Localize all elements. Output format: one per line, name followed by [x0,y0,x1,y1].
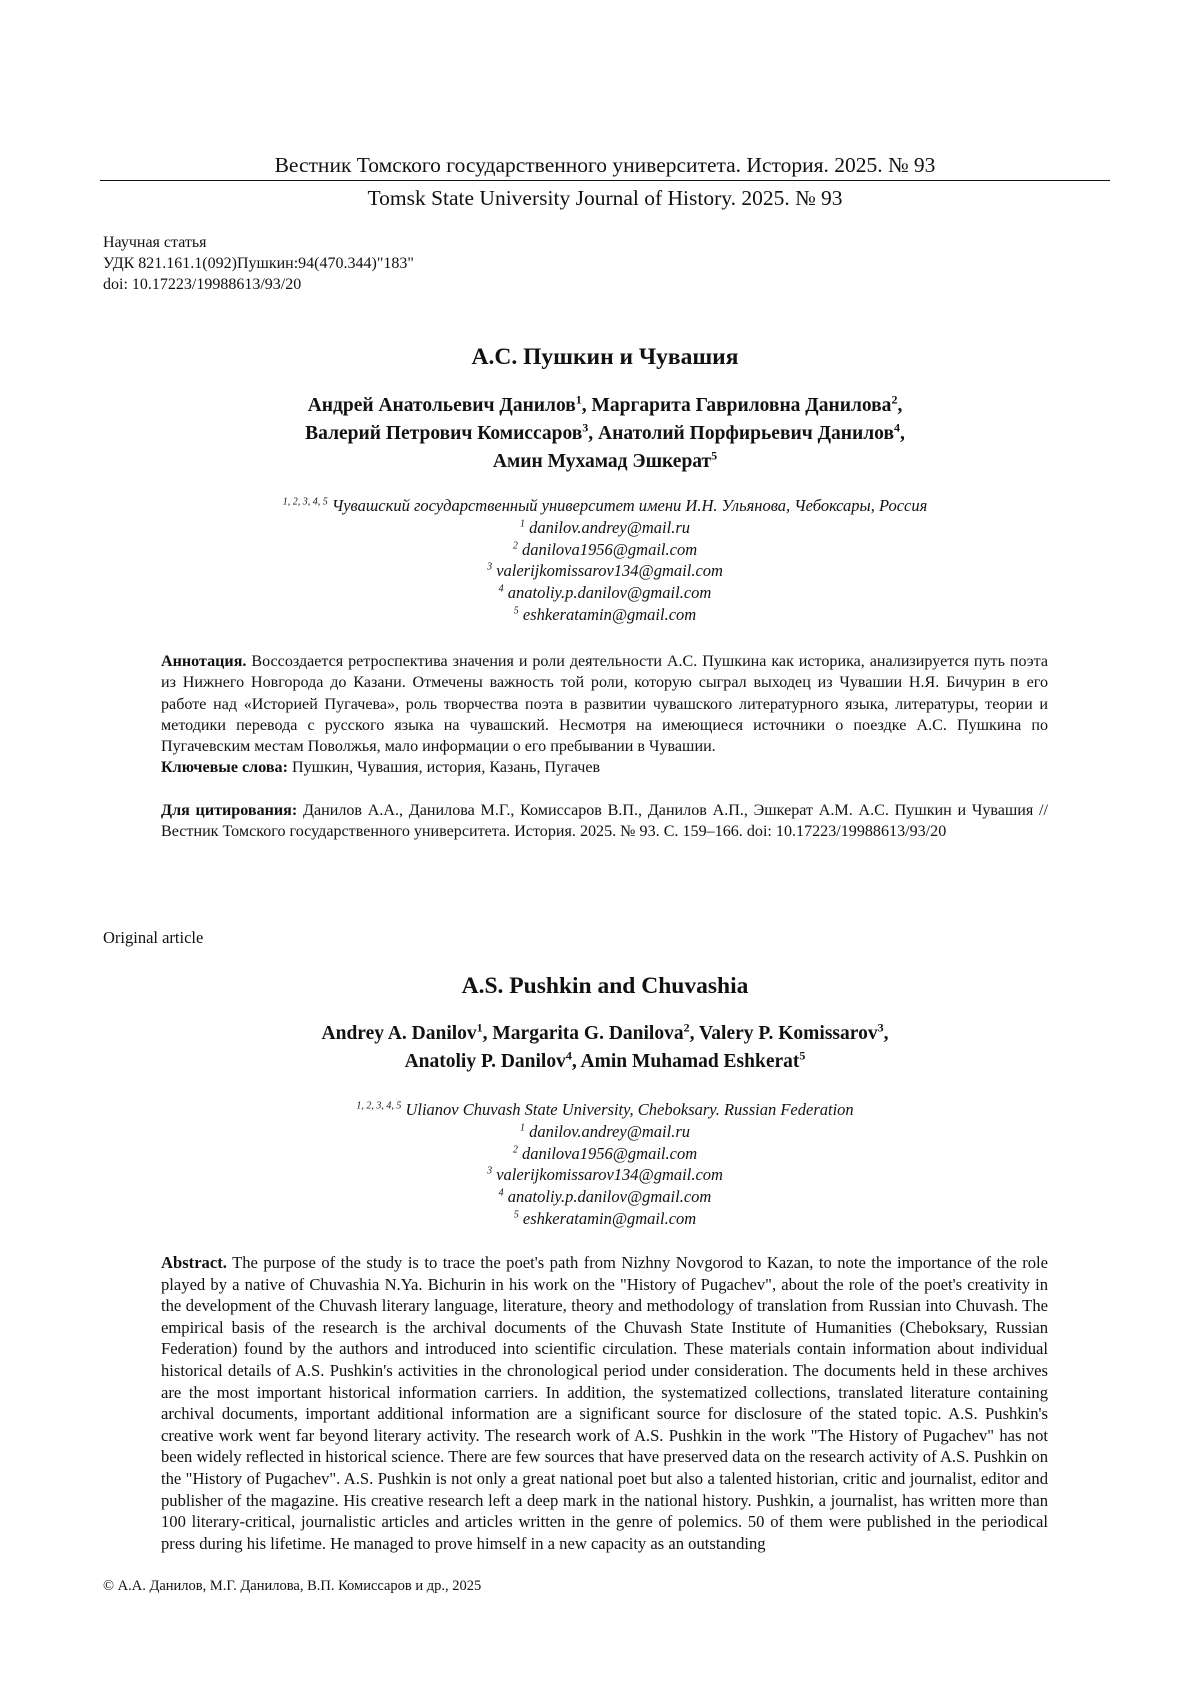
journal-header-en: Tomsk State University Journal of History. 2025. № 93 [100,185,1110,211]
keywords-text: Пушкин, Чувашия, история, Казань, Пугачев [292,759,600,776]
abstract-ru [161,651,1048,757]
abstract-label: Abstract. [161,1253,227,1272]
author-sep: , [582,395,592,416]
email-link[interactable]: eshkeratamin@gmail.com [523,1209,696,1228]
affiliation-sup: 1, 2, 3, 4, 5 [283,497,328,508]
email-sup: 5 [514,1209,519,1220]
authors-ru [100,392,1110,476]
email-sup: 5 [514,605,519,616]
citation-text: Данилов А.А., Данилова М.Г., Комиссаров В.П., Данилов А.П., Эшкерат А.М. А.С. Пушкин и Чувашия // Вестник Томского государственного университета. История. 2025. № 93. С. 159–166. doi: 10.17223/19988613/93/20 [161,802,1048,840]
email-sup: 2 [513,540,518,551]
keywords-label: Ключевые слова: [161,759,288,776]
author-sup: 4 [566,1049,572,1063]
authors-en [100,1020,1110,1076]
author-sep: , [588,423,598,444]
email-line [100,582,1110,604]
title-ru: А.С. Пушкин и Чувашия [100,344,1110,371]
author-sep: , [884,1023,889,1044]
email-line [100,1186,1110,1208]
doi: doi: 10.17223/19988613/93/20 [103,274,414,295]
affiliation-en [100,1099,1110,1230]
email-sup: 4 [499,1188,504,1199]
title-en: A.S. Pushkin and Chuvashia [100,973,1110,1000]
email-sup: 2 [513,1144,518,1155]
email-sup: 1 [520,518,525,529]
author-sup: 2 [891,393,897,407]
citation-ru [161,800,1048,843]
author-sup: 1 [576,393,582,407]
abstract-text: The purpose of the study is to trace the poet's path from Nizhny Novgorod to Kazan, to note the importance of the role played by a native of Chuvashia N.Ya. Bichurin in his work on the "History of Pugachev", about the role of the poet's creativity in the development of the Chuvash literary language, literature, theory and methodology of translation from Russian into Chuvash. The empirical basis of the research is the archival documents of the Chuvash State Institute of Humanities (Cheboksary, Russian Federation) found by the authors and introduced into scientific circulation. These materials contain information about individual historical details of A.S. Pushkin's activities in the chronological period under consideration. The documents held in these archives are the most important historical information carriers. In addition, the systematized collections, translated literature containing archival documents, important additional information are a significant source for disclosure of the stated topic. A.S. Pushkin's creative work went far beyond literary activity. The research work of A.S. Pushkin in the work "The History of Pugachev" has not been widely reflected in historical science. There are few sources that have preserved data on the research activity of A.S. Pushkin on the "History of Pugachev". A.S. Pushkin is not only a great national poet but also a talented historian, critic and journalist, editor and publisher of the magazine. His creative research left a deep mark in the national history. Pushkin, a journalist, has written more than 100 literary-critical, journalistic articles and articles written in the genre of polemics. 50 of them were published in the periodical press during his lifetime. He managed to prove himself in a new capacity as an outstanding [161,1253,1048,1553]
author-sup: 2 [684,1021,690,1035]
email-line [100,1143,1110,1165]
abstract-text: Воссоздается ретроспектива значения и роли деятельности А.С. Пушкина как историка, анализируется путь поэта из Нижнего Новгорода до Казани. Отмечены важность той роли, которую сыграл выходец из Чувашии Н.Я. Бичурин в его работе над «Историей Пугачева», роль творчества поэта в развитии чувашского литературного языка, литературы, теории и методики перевода с русского языка на чувашский. Несмотря на имеющиеся источники о поездке А.С. Пушкина по Пугачевским местам Поволжья, мало информации о его пребывании в Чувашии. [161,653,1048,755]
author-sep: , [572,1051,581,1072]
email-link[interactable]: danilov.andrey@mail.ru [529,518,690,537]
email-line [100,604,1110,626]
author-sup: 4 [894,421,900,435]
author-sup: 3 [878,1021,884,1035]
article-meta [103,232,414,295]
author-name: Амин Мухамад Эшкерат [493,451,711,472]
abstract-label: Аннотация. [161,653,246,670]
email-sup: 4 [499,584,504,595]
authors-line [100,392,1110,420]
udk-code: УДК 821.161.1(092)Пушкин:94(470.344)"183" [103,253,414,274]
keywords-ru [161,757,1048,778]
email-sup: 3 [487,562,492,573]
email-link[interactable]: valerijkomissarov134@gmail.com [496,561,723,580]
author-sup: 5 [711,449,717,463]
email-link[interactable]: valerijkomissarov134@gmail.com [496,1165,723,1184]
abstract-block-en [161,1252,1048,1554]
author-sup: 3 [582,421,588,435]
author-name: Валерий Петрович Комиссаров [305,423,582,444]
author-sep: , [897,395,902,416]
email-line [100,539,1110,561]
author-name: Amin Muhamad Eshkerat [581,1051,800,1072]
author-name: Valery P. Komissarov [699,1023,878,1044]
affiliation-line [100,1099,1110,1121]
email-sup: 3 [487,1166,492,1177]
email-line [100,517,1110,539]
author-name: Анатолий Порфирьевич Данилов [598,423,894,444]
authors-line [100,448,1110,476]
email-sup: 1 [520,1122,525,1133]
author-name: Маргарита Гавриловна Данилова [592,395,892,416]
email-link[interactable]: eshkeratamin@gmail.com [523,605,696,624]
authors-line [100,420,1110,448]
author-name: Andrey A. Danilov [322,1023,477,1044]
email-link[interactable]: danilov.andrey@mail.ru [529,1122,690,1141]
author-sup: 1 [477,1021,483,1035]
email-link[interactable]: anatoliy.p.danilov@gmail.com [508,1187,712,1206]
affiliation-line [100,495,1110,517]
authors-line [100,1048,1110,1076]
email-line [100,560,1110,582]
email-link[interactable]: danilova1956@gmail.com [522,540,697,559]
affiliation-sup: 1, 2, 3, 4, 5 [356,1101,401,1112]
article-type-en: Original article [103,928,203,948]
affiliation-text: Чувашский государственный университет имени И.Н. Ульянова, Чебоксары, Россия [332,496,927,515]
email-link[interactable]: anatoliy.p.danilov@gmail.com [508,583,712,602]
abstract-en [161,1252,1048,1554]
author-sup: 5 [799,1049,805,1063]
affiliation-text: Ulianov Chuvash State University, Cheboksary. Russian Federation [405,1100,853,1119]
article-page [0,0,1200,1697]
abstract-block-ru [161,651,1048,842]
author-name: Margarita G. Danilova [492,1023,683,1044]
email-line [100,1164,1110,1186]
email-line [100,1121,1110,1143]
journal-header-ru: Вестник Томского государственного университета. История. 2025. № 93 [100,152,1110,178]
copyright: © А.А. Данилов, М.Г. Данилова, В.П. Комиссаров и др., 2025 [103,1578,481,1595]
email-link[interactable]: danilova1956@gmail.com [522,1144,697,1163]
author-sep: , [690,1023,699,1044]
affiliation-ru [100,495,1110,626]
author-name: Андрей Анатольевич Данилов [308,395,576,416]
author-sep: , [900,423,905,444]
header-rule [100,180,1110,181]
authors-line [100,1020,1110,1048]
author-name: Anatoliy P. Danilov [405,1051,566,1072]
author-sep: , [483,1023,493,1044]
citation-label: Для цитирования: [161,802,297,819]
article-type-ru: Научная статья [103,232,414,253]
email-line [100,1208,1110,1230]
